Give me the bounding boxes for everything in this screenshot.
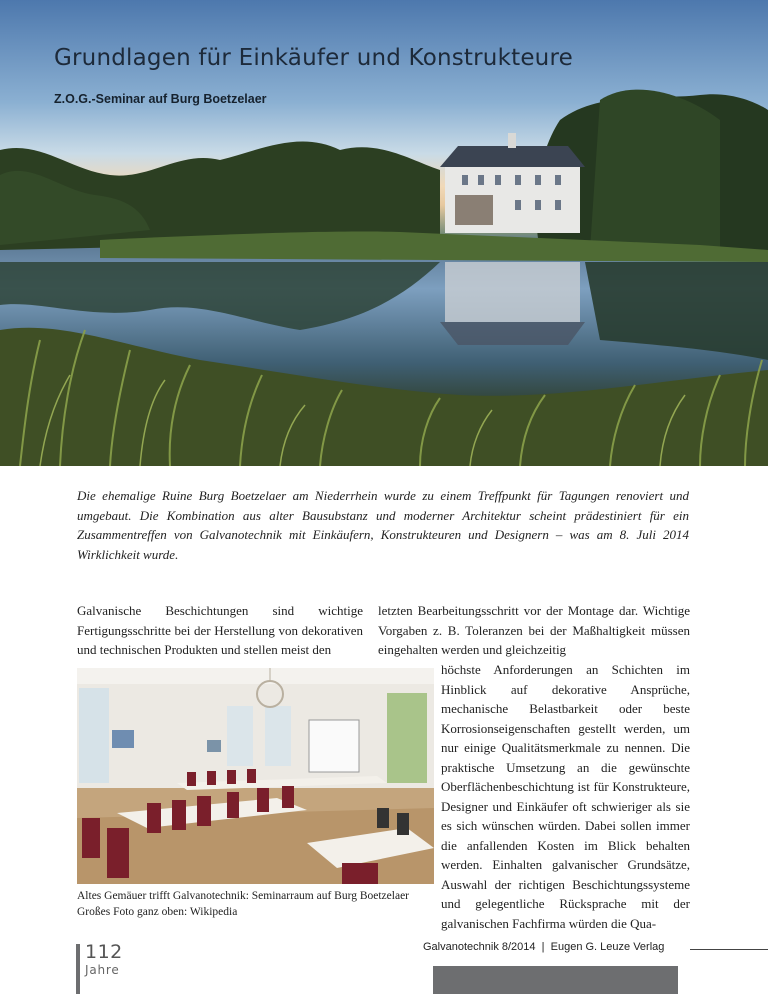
lead-paragraph: Die ehemalige Ruine Burg Boetzelaer am Niederrhein wurde zu einem Treffpunkt für Tagungen renoviert und umgebaut. Die Kombination aus alter Bausubstanz und moderner Architektur scheint prädestiniert für ein Zusammentreffen von Galvanotechnik mit Einkäufern, Konstrukteuren und Designern – was am 8. Juli 2014 Wirklichkeit wurde. <box>77 488 689 562</box>
article-column-right-wrap <box>441 660 690 933</box>
footer-separator: | <box>541 941 545 953</box>
page-number: 112 <box>85 941 123 963</box>
footer-publisher: Eugen G. Leuze Verlag <box>550 941 665 953</box>
article-subtitle: Z.O.G.-Seminar auf Burg Boetzelaer <box>54 92 267 106</box>
seminar-room-illustration <box>77 668 434 884</box>
seminar-room-photo <box>77 668 434 884</box>
photo-caption-line-1: Altes Gemäuer trifft Galvanotechnik: Seminarraum auf Burg Boetzelaer <box>77 890 410 902</box>
footer-publication-info <box>423 941 664 953</box>
article-title: Grundlagen für Einkäufer und Konstrukteure <box>54 45 573 71</box>
body-paragraph-right-top: letzten Bearbeitungsschritt vor der Montage dar. Wichtige Vorgaben z. B. Toleranzen bei der Maßhaltigkeit müssen eingehalten werden und gleichzeitig <box>378 603 690 657</box>
body-paragraph-left: Galvanische Beschichtungen sind wichtige Fertigungsschritte bei der Herstellung von dekorativen und technischen Produkten und stellen meist den <box>77 603 363 657</box>
photo-caption <box>77 888 437 920</box>
footer-grey-bar <box>433 966 678 994</box>
photo-caption-line-2: Großes Foto ganz oben: Wikipedia <box>77 906 238 918</box>
page-marker-bar <box>76 944 80 994</box>
article-column-right-top <box>378 601 690 660</box>
page-label: Jahre <box>85 963 120 977</box>
body-paragraph-right-wrap: höchste Anforderungen an Schichten im Hinblick auf dekorative Ansprüche, mechanische Belastbarkeit oder beste Korrosionseigenschaften gestellt werden, um nur einige Qualitätsmerkmale zu nennen. Die praktische Umsetzung an die gewünschte Oberflächenbeschichtung ist für Konstrukteure, Designer und Einkäufer oft schwieriger als sie es sich wünschen würden. Dabei sollen immer die anfallenden Kosten im Blick behalten werden. Einhalten galvanischer Grundsätze, Auswahl der richtigen Beschichtungssysteme und gelegentliche Rücksprache mit der galvanischen Fachfirma würden die Qua- <box>441 662 690 931</box>
footer-issue: Galvanotechnik 8/2014 <box>423 941 536 953</box>
footer-rule <box>690 949 768 950</box>
article-column-left <box>77 601 363 660</box>
hero-photo <box>0 0 768 466</box>
